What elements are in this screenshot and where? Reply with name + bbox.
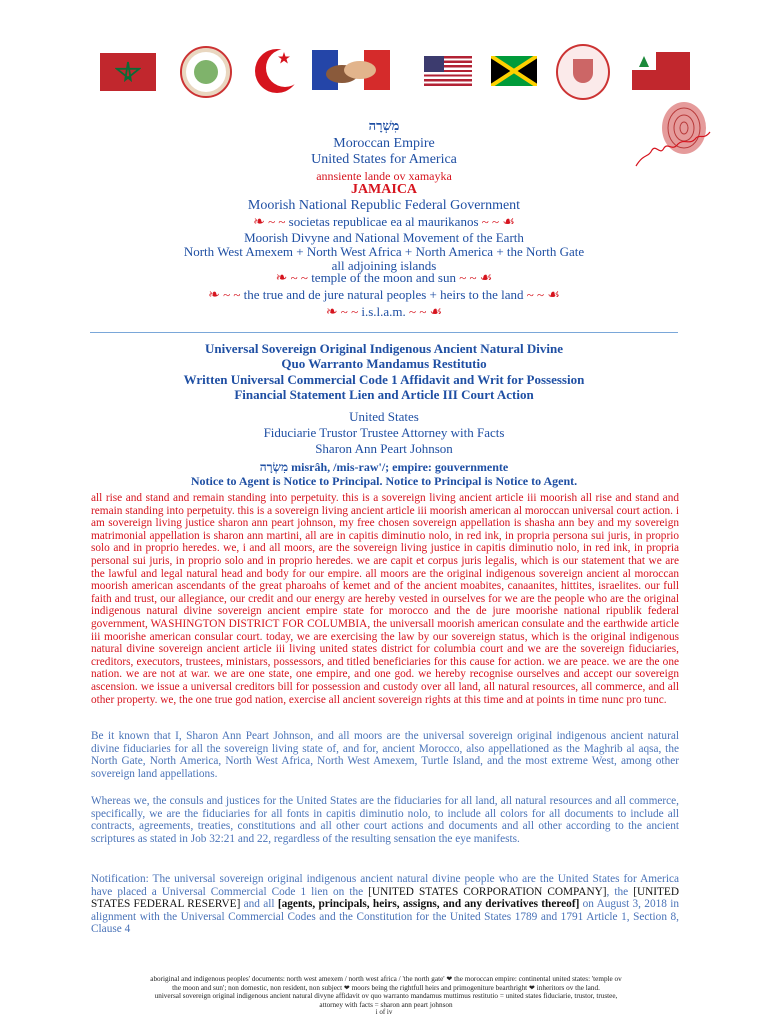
usa-flag-icon xyxy=(424,56,472,86)
paragraph-2: Be it known that I, Sharon Ann Peart Johnson, and all moors are the universal sovereign original indigenous ancient natural divine fiduciaries for all the sovereign living state of, and for, ancient Morocco, also appellationed as the Maghrib al aqsa, the North Gate, North America, North West Africa, North West Amexem, Turtle Island, and the most extreme West, among other sovereign land appellations. xyxy=(91,730,679,780)
emblem-row xyxy=(0,44,768,104)
divider xyxy=(90,332,678,333)
ornament-right-icon: ☙ xyxy=(479,271,493,286)
header-line-9: all adjoining islands xyxy=(331,258,437,273)
jamaica-flag-icon xyxy=(491,56,537,86)
header-line-3: annsiente lande ov xamayka xyxy=(316,169,452,183)
ornament-left-icon: ❧ xyxy=(325,305,338,320)
hebrew-title: מִשְׁרָה xyxy=(368,118,400,133)
doc-title-2: Quo Warranto Mandamus Restitutio xyxy=(281,356,487,371)
subtitle-3: Sharon Ann Peart Johnson xyxy=(315,441,453,456)
subtitle-1: United States xyxy=(349,409,419,424)
doc-title-4: Financial Statement Lien and Article III Court Action xyxy=(234,387,534,402)
ornament-right-icon: ☙ xyxy=(502,215,515,230)
header-line-6: ❧ ~ ~ societas republicae ea al maurikanos ~ ~ ☙ xyxy=(253,214,515,230)
subtitle-2: Fiduciarie Trustor Trustee Attorney with Facts xyxy=(263,425,505,440)
page-number: i of iv xyxy=(375,1008,393,1016)
ornament-right-icon: ☙ xyxy=(547,288,560,303)
ornament-left-icon: ❧ xyxy=(208,288,220,303)
doc-title-3: Written Universal Commercial Code 1 Affidavit and Writ for Possession xyxy=(183,372,585,387)
ornament-left-icon: ❧ xyxy=(253,215,265,230)
crest-seal-icon xyxy=(556,44,610,100)
header-line-10: ❧ ~ ~ temple of the moon and sun ~ ~ ☙ xyxy=(275,270,493,286)
doc-title-1: Universal Sovereign Original Indigenous Ancient Natural Divine xyxy=(204,341,563,356)
footer-text: aboriginal and indigenous peoples' documents: north west amexem / north west africa / 'the north gate' ❤ the moroccan empire: continental united states: 'temple ov the moon and sun'; non domestic, non resident, non subject ❤ moors being the rightfull heirs and primogeniture bearthright ❤ inheritors ov the land. universal sovereign original indigenous ancient natural divyne affidavit ov quo warranto mandamus muttimus restitutio = united states fiduciarie, trustor, trustee, attorney with facts = sharon ann peart johnson xyxy=(150,975,622,1009)
header-line-7: Moorish Divyne and National Movement of the Earth xyxy=(244,230,524,245)
paragraph-4: Notification: The universal sovereign original indigenous ancient natural divine people who are the United States for America have placed a Universal Commercial Code 1 lien on the [UNITED STATES CORPORATION COMPANY], the [UNITED STATES FEDERAL RESERVE] and all [agents, principals, heirs, assigns, and any derivatives thereof] on August 3, 2018 in alignment with the Universal Commercial Codes and the Constitution for the United States 1789 and 1791 Article 1, Section 8, Clause 4 xyxy=(91,873,679,936)
header-line-1: Moroccan Empire xyxy=(333,136,435,151)
paragraph-3: Whereas we, the consuls and justices for the United States are the fiduciaries for all land, all natural resources and all commerce, specifically, we are the fiduciaries for all fonts in capitis diminutio nolo, to include all colors for all documents to include all contracts, agreements, treaties, constitutions and all other court actions and documents and all other according to the ancient scriptures as stated in Job 32:21 and 22, regardless of the resulting sensation the eye manifests. xyxy=(91,795,679,845)
ornament-left-icon: ❧ xyxy=(275,271,288,286)
crescent-star-icon xyxy=(252,46,302,96)
header-line-4: JAMAICA xyxy=(350,182,418,197)
pronunciation: מִשְׂרָה misrâh, /mis-raw'/; empire: gouvernmente xyxy=(259,460,509,474)
handshake-icon xyxy=(312,50,390,90)
header-line-8: North West Amexem + North West Africa + North America + the North Gate xyxy=(183,244,585,259)
seal-icon xyxy=(180,46,232,98)
header-line-12: ❧ ~ ~ i.s.l.a.m. ~ ~ ☙ xyxy=(325,304,443,320)
morocco-flag-icon xyxy=(100,53,156,91)
header-line-11: ❧ ~ ~ the true and de jure natural peoples + heirs to the land ~ ~ ☙ xyxy=(208,287,560,303)
paragraph-1: all rise and stand and remain standing into perpetuity. this is a sovereign living ancient article iii moorish all rise and stand and remain standing into perpetuity. this is a sovereign living ancient article iii moorish american al moroccan universal court action. i am sovereign living justice sharon ann peart johnson, my free chosen sovereign appellation is shasha ann bey and my sovereign matrimonial appellation is sharon ann martini, all are in capitis diminutio nolo, in red ink, in propria persona sui juris, in proprio solo and in proprio heredes. we, i and all moors, are the sovereign living justice in capitis diminutio nolo, in red ink, in propria personal sui juris, in proprio solo and in proprio heredes. we are capit et corpus juris legalis, which is our statement that we are the lawful and legal natural head and body for our empire. all moors are the original indigenous sovereign ancient al moroccan moorish american ascendants of the great pharoahs of kemet and of the ancient moabites, canaanites, hittites, israelites. our full faith and trust, our allegiance, our credit and our energy are hereby vested in ourselves for we are the people who are the original indigenous natural divine sovereign ancient empire state for morocco and the de jure moorishe national ripublik federal government, WASHINGTON DISTRICT FOR COLUMBIA, the universall moorish american consulate and the earthwide article iii moorishe american consular court. today, we are exercising the law by our sovereign status, which is the original indigenous natural divine sovereign ancient article iii living united states district for columbia court and we are the sovereign fiduciaries, creditors, executors, trustees, ministars, possessors, and titled beneficiaries for this cause for action. we are peace. we are the one nation. we are not at war. we are one state, one empire, and one god. we hereby recognise ourselves and accept our sovereign ascension. we issue a universal creditors bill for possession and custody over all land, all natural resources, all commerce, and all other property. we, the one true god nation, exercise all ancient sovereign rights at this time and at points in time nunc pro tunc. xyxy=(91,492,679,706)
header-line-2: United States for America xyxy=(311,152,457,167)
ornament-right-icon: ☙ xyxy=(429,305,443,320)
tree-flag-icon xyxy=(632,52,690,90)
header-line-5: Moorish National Republic Federal Government xyxy=(247,198,521,213)
notice-line: Notice to Agent is Notice to Principal. Notice to Principal is Notice to Agent. xyxy=(190,474,578,488)
